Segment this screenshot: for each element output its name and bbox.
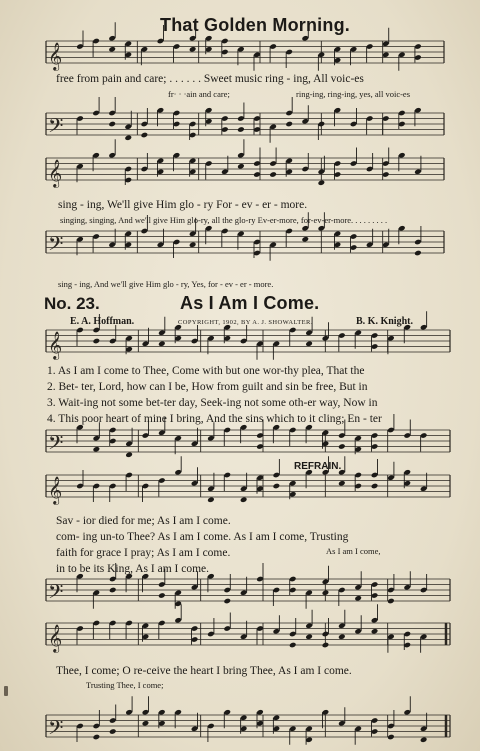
refrain-line: Trusting Thee, I come; <box>86 680 164 690</box>
lyric-line: singing, singing, And we'll give Him glo-ry, all the glo-ry Ev-er-more, for-ev-er-more. . . . . . . . . <box>60 215 388 225</box>
refrain-line: As I am I come, <box>326 546 381 556</box>
svg-text:𝄞: 𝄞 <box>48 331 63 359</box>
lyric-line: ring-ing, ring-ing, yes, all voic-es <box>296 89 411 99</box>
svg-text:𝄢: 𝄢 <box>48 716 64 744</box>
verse-line: 3. Wait-ing not some bet-ter day, Seek-ing not some oth-er way, Now in <box>47 397 378 409</box>
svg-text:𝄞: 𝄞 <box>48 42 63 70</box>
composer-credit: B. K. Knight. <box>356 316 413 327</box>
verse-line: 2. Bet- ter, Lord, how can I be, How from guilt and sin be free, But in <box>47 381 368 393</box>
song-title: That Golden Morning. <box>160 15 350 35</box>
refrain-line: Sav - ior died for me; As I am I come. <box>56 515 231 527</box>
lyric-line: fr· · ·ain and care; <box>168 89 230 99</box>
svg-text:𝄢: 𝄢 <box>48 580 64 608</box>
lyric-line: free from pain and care; . . . . . . Sweet music ring - ing, All voic-es <box>56 73 364 85</box>
refrain-label: REFRAIN. <box>294 461 342 472</box>
lyric-line: sing - ing, We'll give Him glo - ry For - ev - er - more. <box>58 199 308 211</box>
refrain-line: in to be its King, As I am I come. <box>56 563 209 575</box>
refrain-line: com- ing un-to Thee? As I am I come. As I am I come, Trusting <box>56 531 349 543</box>
svg-text:𝄢: 𝄢 <box>48 232 64 260</box>
author-credit: E. A. Hoffman. <box>70 316 135 327</box>
svg-text:𝄞: 𝄞 <box>48 159 63 187</box>
margin-mark <box>4 686 8 696</box>
svg-text:𝄞: 𝄞 <box>48 624 63 652</box>
verse-line: 4. This poor heart of mine I bring, And the sins which to it cling; En - ter <box>47 413 382 425</box>
lyric-line: sing - ing, And we'll give Him glo - ry, Yes, for - ev - er - more. <box>58 279 274 289</box>
copyright-notice: COPYRIGHT, 1902, BY A. J. SHOWALTER. <box>178 319 313 326</box>
verse-line: 1. As I am I come to Thee, Come with but one wor-thy plea, That the <box>47 365 365 377</box>
svg-text:𝄢: 𝄢 <box>48 431 64 459</box>
refrain-line: faith for grace I pray; As I am I come. <box>56 547 231 559</box>
svg-text:𝄢: 𝄢 <box>48 114 64 142</box>
refrain-line: Thee, I come; O re-ceive the heart I bring Thee, As I am I come. <box>56 665 352 677</box>
svg-text:𝄞: 𝄞 <box>48 476 63 504</box>
song-title: As I Am I Come. <box>180 293 320 313</box>
hymn-number: No. 23. <box>44 294 100 313</box>
